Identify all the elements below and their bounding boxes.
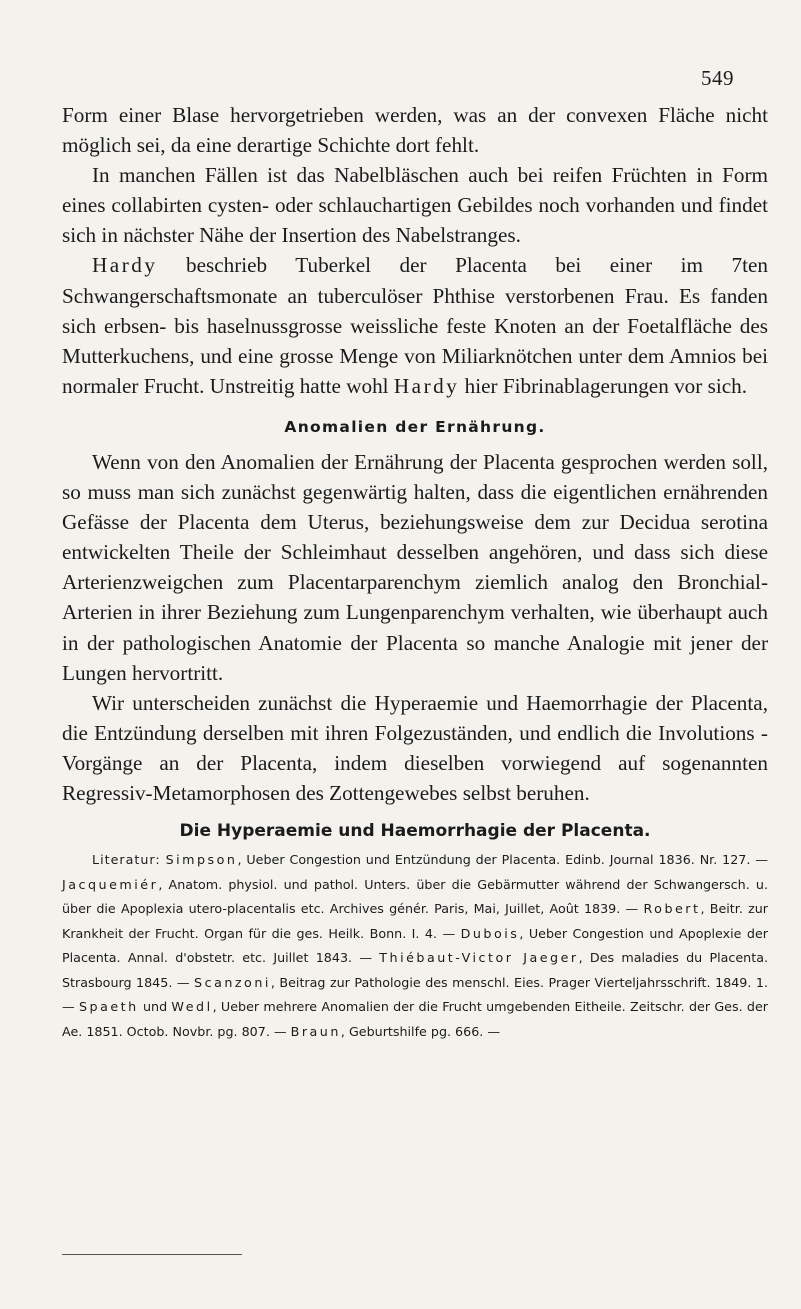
paragraph-2: In manchen Fällen ist das Nabelbläschen auch bei reifen Früchten in Form eines collabirten cysten- oder schlauchartigen Gebildes noch vorhanden und findet sich in nächster Nähe der Insertion des Nabelstranges.: [62, 163, 768, 248]
page-number: 549: [701, 66, 734, 90]
reference-text: , Anatom. physiol. und pathol. Unters. über die Gebärmutter während der Schwangersch. u. über die Apoplexia utero-placentalis etc. Archives génér. Paris, Mai, Juillet, Août 1839. —: [62, 876, 768, 917]
author-name: Spaeth: [78, 999, 139, 1015]
author-name: Braun: [290, 1023, 341, 1039]
paragraph-3: [62, 250, 768, 400]
reference-text: , Beitr. zur Krankheit der Frucht. Organ für die ges. Heilk. Bonn. I. 4. —: [62, 901, 768, 941]
paragraph-5: Wir unterscheiden zunächst die Hyperaemie und Haemorrhagie der Placenta, die Entzündung derselben mit ihren Folgezuständen, und endlich die Involutions - Vorgänge an der Placenta, indem dieselben vorwiegend auf sogenannten Regressiv-Metamorphosen des Zottengewebes selbst beruhen.: [62, 690, 768, 805]
author-name: Robert: [643, 901, 701, 917]
paragraph-4: Wenn von den Anomalien der Ernährung der Placenta gesprochen werden soll, so muss man sich zunächst gegenwärtig halten, dass die eigentlichen ernährenden Gefässe der Placenta dem Uterus, beziehungsweise dem zur Decidua serotina entwickelten Theile der Schleimhaut desselben angehören, und dass sich diese Arterienzweigchen zum Placentarparenchym ziemlich analog den Bronchial-Arterien in ihrer Beziehung zum Lungenparenchym verhalten, wie überhaupt auch in der pathologischen Anatomie der Placenta so manche Analogie mit jener der Lungen hervortritt.: [62, 449, 768, 685]
reference-text: , Des maladies du Placenta. Strasbourg 1845. —: [62, 950, 769, 990]
subsection-heading: Die Hyperaemie und Haemorrhagie der Placenta.: [179, 821, 651, 842]
author-name: Hardy: [92, 253, 158, 278]
paragraph-3-text-b: hier Fibrinablagerungen vor sich.: [459, 373, 748, 398]
author-name: Simpson: [165, 852, 238, 868]
paragraph-1: Form einer Blase hervorgetrieben werden, was an der convexen Fläche nicht möglich sei, da eine derartige Schichte dort fehlt.: [62, 103, 768, 158]
author-name: Dubois: [460, 925, 520, 941]
reference-text: , Ueber Congestion und Apoplexie der Placenta. Annal. d'obstetr. etc. Juillet 1843. —: [62, 925, 769, 966]
page-body: [62, 100, 768, 1044]
paragraph-3-text-a: beschrieb Tuberkel der Placenta bei einer im 7ten Schwangerschaftsmonate an tuberculöser Phthise verstorbenen Frau. Es fanden sich erbsen- bis haselnussgrosse weissliche feste Knoten an der Foetalfläche des Mutterkuchens, und eine grosse Menge von Miliarknötchen unter dem Amnios bei normaler Frucht. Unstreitig hatte wohl: [62, 253, 768, 398]
author-name: Jacquemiér: [62, 876, 159, 892]
reference-text: , Beitrag zur Pathologie des menschl. Eies. Prager Vierteljahrsschrift. 1849. 1. —: [62, 974, 768, 1015]
literature-references: [62, 848, 768, 1044]
literature-label: Literatur:: [92, 852, 161, 868]
footnote-rule: [62, 1254, 242, 1255]
reference-text: , Geburtshilfe pg. 666. —: [340, 1023, 501, 1039]
reference-text: , Ueber mehrere Anomalien der die Frucht umgebenden Eitheile. Zeitschr. der Ges. der Ae. 1851. Octob. Novbr. pg. 807. —: [62, 999, 768, 1039]
author-name: Thiébaut-Victor Jaeger: [379, 950, 579, 966]
author-name: Scanzoni: [194, 974, 271, 990]
author-name: Wedl: [171, 999, 213, 1015]
reference-text: , Ueber Congestion und Entzündung der Placenta. Edinb. Journal 1836. Nr. 127. —: [237, 852, 768, 868]
author-name: Hardy: [393, 373, 460, 398]
section-heading: Anomalien der Ernährung.: [284, 417, 546, 436]
reference-text: und: [138, 999, 172, 1015]
